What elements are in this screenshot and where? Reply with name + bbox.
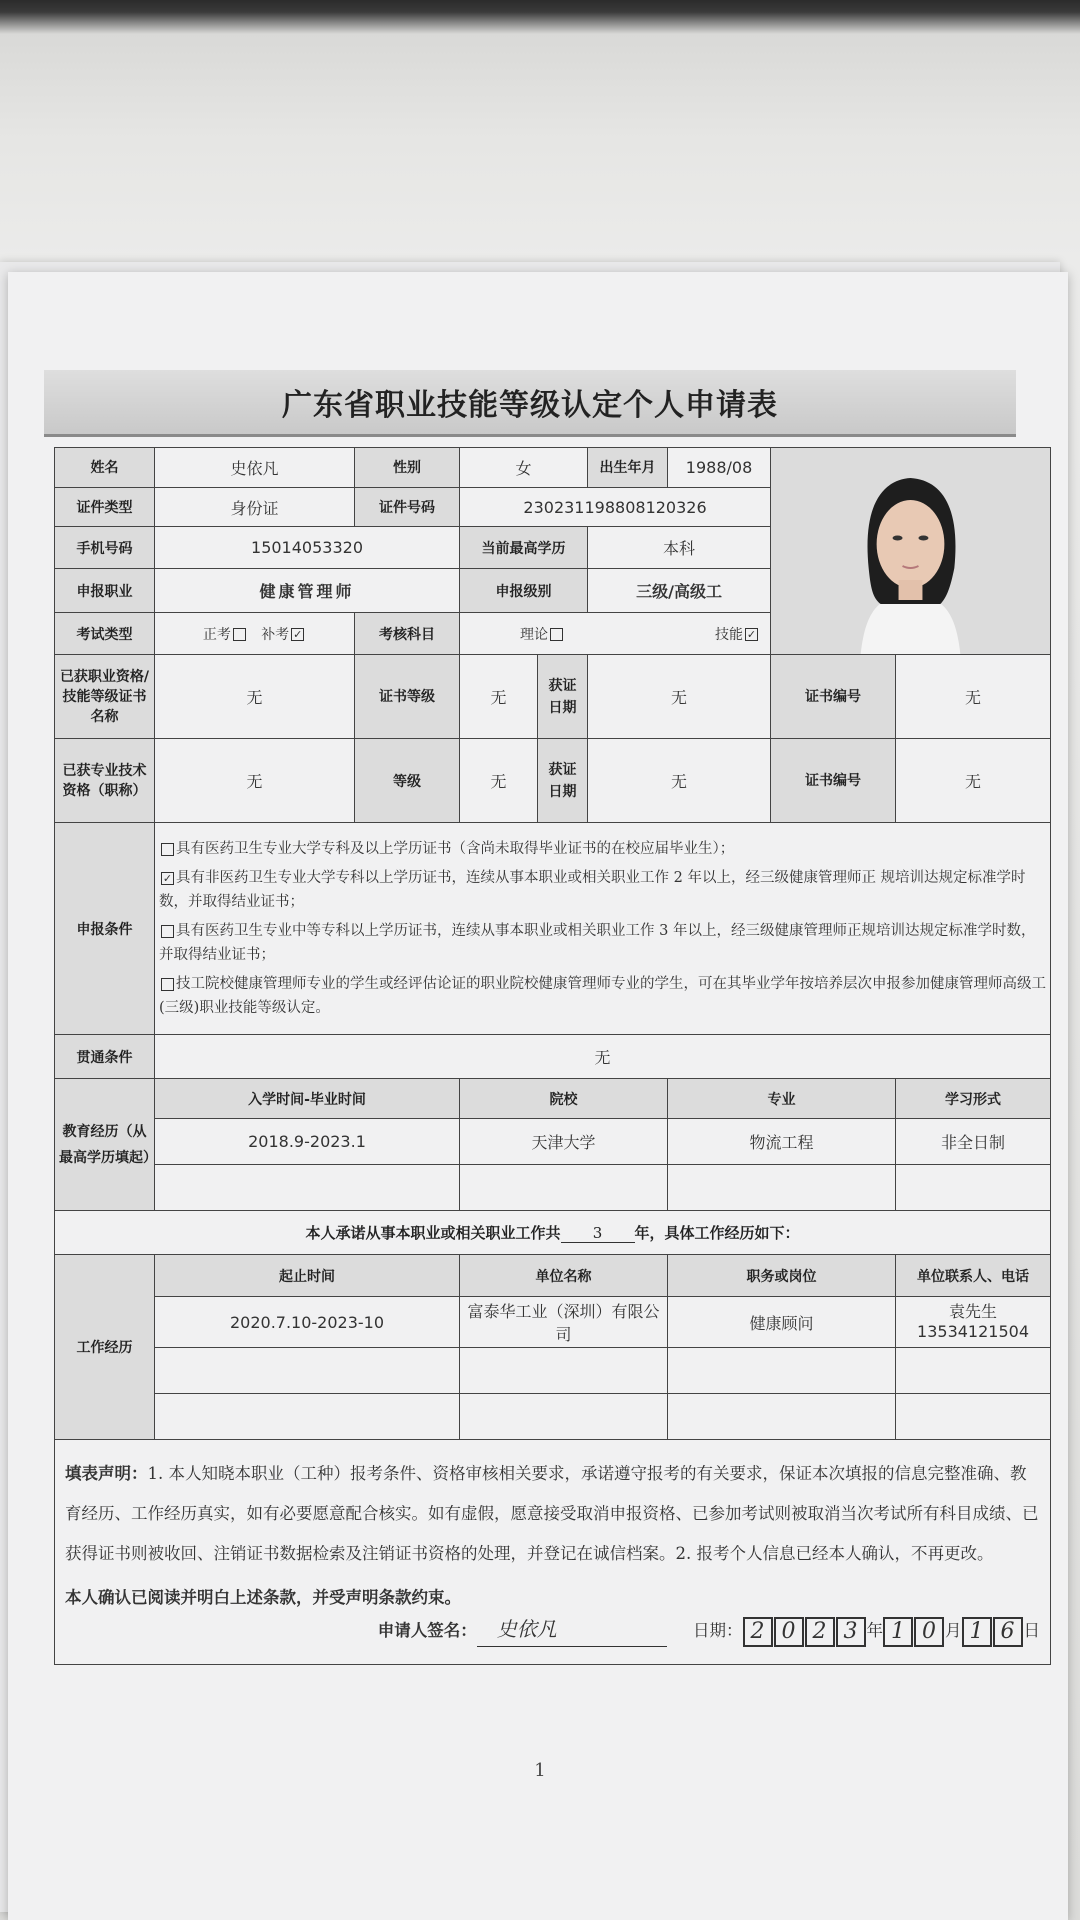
name-label: 姓名 <box>55 448 155 488</box>
birth-label: 出生年月 <box>588 448 668 488</box>
edu-value: 本科 <box>588 527 771 569</box>
cert-date-value: 无 <box>588 655 771 739</box>
signature-label: 申请人签名： <box>377 1621 477 1640</box>
edu-header-period: 入学时间-毕业时间 <box>155 1079 460 1119</box>
work-empty-cell <box>668 1348 896 1394</box>
work-employer-value: 富泰华工业（深圳）有限公司 <box>460 1297 668 1348</box>
through-label: 贯通条件 <box>55 1035 155 1079</box>
date-digit-box: 0 <box>914 1617 944 1647</box>
edu-empty-cell <box>155 1165 460 1211</box>
work-header-employer: 单位名称 <box>460 1255 668 1297</box>
work-header-position: 职务或岗位 <box>668 1255 896 1297</box>
cert-qual-label: 已获职业资格/技能等级证书名称 <box>55 655 155 739</box>
makeup-exam-label: 补考 <box>261 626 290 643</box>
work-commitment: 本人承诺从事本职业或相关职业工作共 3 年，具体工作经历如下： <box>55 1211 1051 1255</box>
level-label: 申报级别 <box>460 569 588 613</box>
cert-level-value: 无 <box>460 655 538 739</box>
declaration-confirm: 本人确认已阅读并明白上述条款，并受声明条款约束。 <box>65 1588 461 1607</box>
work-empty-cell <box>896 1394 1051 1440</box>
work-empty-cell <box>155 1394 460 1440</box>
declaration-body: 1. 本人知晓本职业（工种）报考条件、资格审核相关要求，承诺遵守报考的有关要求，保证本次填报的信息完整准确、教育经历、工作经历真实，如有必要愿意配合核实。如有虚假，愿意接受取消申报资格、已参加考试则被取消当次考试所有科目成绩、已获得证书则被收回、注销证书数据检索及注销证书资格的处理，并登记在诚信档案。2. 报考个人信息已经本人确认，不再更改。 <box>65 1464 1039 1563</box>
condition-2-checkbox[interactable]: ✓ <box>162 871 173 885</box>
contact-phone: 13534121504 <box>917 1322 1030 1341</box>
page-number: 1 <box>534 1760 546 1781</box>
application-form-table <box>54 447 1051 1665</box>
id-no-label: 证件号码 <box>355 487 460 527</box>
edu-empty-cell <box>460 1165 668 1211</box>
month-unit: 月 <box>945 1621 962 1640</box>
condition-item: ✓ 具有非医药卫生专业大学专科以上学历证书，连续从事本职业或相关职业工作 2 年以上，经三级健康管理师正 规培训达规定标准学时数，并取得结业证书； <box>159 870 1026 910</box>
contact-name: 袁先生 <box>949 1302 998 1321</box>
work-period-value: 2020.7.10-2023-10 <box>155 1297 460 1348</box>
condition-4-checkbox[interactable] <box>161 978 174 991</box>
exam-subject-options <box>460 613 771 655</box>
regular-exam-checkbox[interactable] <box>233 628 246 641</box>
applicant-signature: 史依凡 <box>477 1612 667 1647</box>
condition-item: 技工院校健康管理师专业的学生或经评估论证的职业院校健康管理师专业的学生，可在其毕业学年按培养层次申报参加健康管理师高级工(三级)职业技能等级认定。 <box>159 976 1046 1016</box>
cert-date-label: 获证日期 <box>538 655 588 739</box>
birth-value: 1988/08 <box>668 448 771 488</box>
photo-cell <box>771 448 1051 655</box>
cert-qual-value: 无 <box>155 655 355 739</box>
edu-header-major: 专业 <box>668 1079 896 1119</box>
tech-qual-value: 无 <box>155 739 355 823</box>
date-digit-box: 6 <box>993 1617 1023 1647</box>
exam-type-options <box>155 613 355 655</box>
cert-no-label: 证书编号 <box>771 655 896 739</box>
occupation-label: 申报职业 <box>55 569 155 613</box>
edu-school-value: 天津大学 <box>460 1119 668 1165</box>
exam-type-label: 考试类型 <box>55 613 155 655</box>
tech-level-value: 无 <box>460 739 538 823</box>
work-years: 3 <box>561 1224 635 1243</box>
date-digit-box: 1 <box>883 1617 913 1647</box>
work-position-value: 健康顾问 <box>668 1297 896 1348</box>
work-empty-cell <box>460 1348 668 1394</box>
cert-no-value: 无 <box>896 655 1051 739</box>
date-digit-box: 2 <box>805 1617 835 1647</box>
tech-qual-label: 已获专业技术资格（职称） <box>55 739 155 823</box>
condition-item: 具有医药卫生专业大学专科及以上学历证书（含尚未取得毕业证书的在校应届毕业生）； <box>159 837 1046 861</box>
gender-label: 性别 <box>355 448 460 488</box>
declaration-block <box>55 1440 1051 1665</box>
name-value: 史依凡 <box>155 448 355 488</box>
makeup-exam-checkbox[interactable]: ✓ <box>293 628 303 642</box>
edu-label: 当前最高学历 <box>460 527 588 569</box>
occupation-value: 健康管理师 <box>155 569 460 613</box>
edu-header-school: 院校 <box>460 1079 668 1119</box>
edu-empty-cell <box>896 1165 1051 1211</box>
theory-checkbox[interactable] <box>550 628 563 641</box>
edu-period-value: 2018.9-2023.1 <box>155 1119 460 1165</box>
date-label: 日期： <box>693 1621 743 1640</box>
work-contact-value <box>896 1297 1051 1348</box>
condition-item: 具有医药卫生专业中等专科以上学历证书，连续从事本职业或相关职业工作 3 年以上，经三级健康管理师正规培训达规定标准学时数，并取得结业证书； <box>159 923 1036 963</box>
tech-date-label: 获证日期 <box>538 739 588 823</box>
edu-mode-value: 非全日制 <box>896 1119 1051 1165</box>
exam-subject-label: 考核科目 <box>355 613 460 655</box>
work-header-period: 起止时间 <box>155 1255 460 1297</box>
work-empty-cell <box>460 1394 668 1440</box>
id-type-value: 身份证 <box>155 487 355 527</box>
theory-label: 理论 <box>520 626 549 643</box>
level-value: 三级/高级工 <box>588 569 771 613</box>
conditions-label: 申报条件 <box>55 823 155 1035</box>
work-empty-cell <box>896 1348 1051 1394</box>
declaration-heading: 填表声明： <box>65 1464 148 1483</box>
id-type-label: 证件类型 <box>55 487 155 527</box>
edu-major-value: 物流工程 <box>668 1119 896 1165</box>
work-empty-cell <box>668 1394 896 1440</box>
date-digit-box: 1 <box>962 1617 992 1647</box>
tech-no-value: 无 <box>896 739 1051 823</box>
condition-3-checkbox[interactable] <box>161 925 174 938</box>
tech-no-label: 证书编号 <box>771 739 896 823</box>
phone-value: 15014053320 <box>155 527 460 569</box>
skill-checkbox[interactable]: ✓ <box>746 628 757 642</box>
tech-date-value: 无 <box>588 739 771 823</box>
edu-header-mode: 学习形式 <box>896 1079 1051 1119</box>
day-unit: 日 <box>1023 1621 1041 1640</box>
applicant-photo <box>771 448 1050 654</box>
gender-value: 女 <box>460 448 588 488</box>
work-header-contact: 单位联系人、电话 <box>896 1255 1051 1297</box>
year-unit: 年 <box>866 1621 884 1640</box>
cert-level-label: 证书等级 <box>355 655 460 739</box>
work-label: 工作经历 <box>55 1255 155 1440</box>
skill-label: 技能 <box>714 626 743 643</box>
edu-empty-cell <box>668 1165 896 1211</box>
work-empty-cell <box>155 1348 460 1394</box>
education-label: 教育经历（从最高学历填起） <box>55 1079 155 1211</box>
regular-exam-label: 正考 <box>202 626 231 643</box>
phone-label: 手机号码 <box>55 527 155 569</box>
tech-level-label: 等级 <box>355 739 460 823</box>
date-digit-box: 0 <box>774 1617 804 1647</box>
id-no-value: 230231198808120326 <box>460 487 771 527</box>
conditions-list <box>155 823 1051 1035</box>
through-value: 无 <box>155 1035 1051 1079</box>
form-title: 广东省职业技能等级认定个人申请表 <box>44 370 1016 437</box>
date-digit-box: 2 <box>743 1617 773 1647</box>
date-digit-box: 3 <box>836 1617 866 1647</box>
condition-1-checkbox[interactable] <box>161 843 174 856</box>
